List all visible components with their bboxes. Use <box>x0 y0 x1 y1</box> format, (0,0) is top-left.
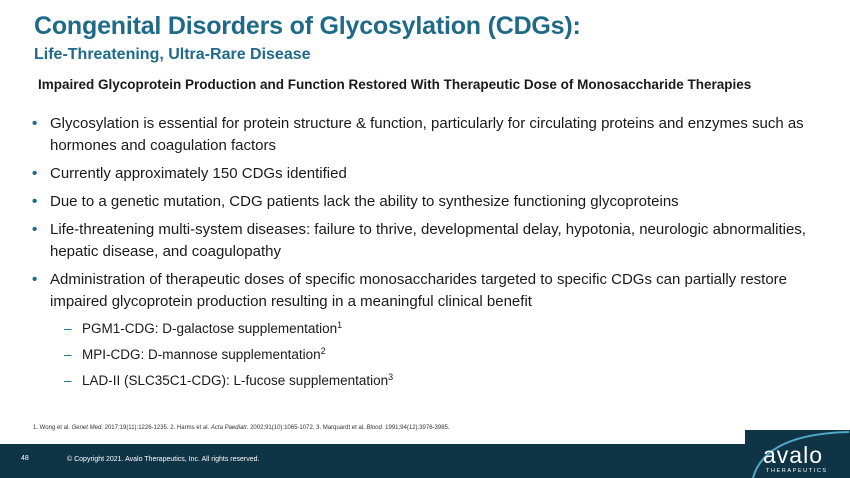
logo-tagline: THERAPEUTICS <box>766 468 828 474</box>
bullet-item <box>32 219 822 263</box>
logo-wordmark: avalo <box>763 442 823 468</box>
avalo-logo <box>745 430 850 478</box>
ref-1-journal: Genet Med. <box>71 425 103 431</box>
sub-bullet-list <box>64 321 393 399</box>
bullet-item <box>32 113 822 157</box>
sub-bullet-item <box>64 321 393 337</box>
bullet-item <box>32 163 822 185</box>
footnote-ref: 2 <box>320 346 326 356</box>
bullet-item <box>32 191 822 213</box>
bullet-list <box>32 113 822 319</box>
footnote-ref: 1 <box>337 320 343 330</box>
references <box>33 425 450 431</box>
sub-bullet-text: MPI-CDG: D-mannose supplementation <box>82 347 321 362</box>
page-number: 48 <box>21 455 29 462</box>
bullet-marker: • <box>32 115 38 132</box>
sub-bullet-item <box>64 347 393 363</box>
bullet-text: Due to a genetic mutation, CDG patients lack the ability to synthesize functioning glycoproteins <box>50 193 679 210</box>
sub-bullet-marker: – <box>64 347 72 362</box>
bullet-text: Currently approximately 150 CDGs identified <box>50 165 347 182</box>
bullet-marker: • <box>32 221 38 238</box>
ref-1-author: 1. Wong et al. <box>33 425 70 431</box>
bullet-text: Glycosylation is essential for protein structure & function, particularly for circulating proteins and enzymes such as hormones and coagulation factors <box>50 115 804 154</box>
sub-bullet-marker: – <box>64 373 72 388</box>
ref-3-cite: 1991;94(12):3976-3985. <box>385 425 450 431</box>
bullet-text: Administration of therapeutic doses of specific monosaccharides targeted to specific CDGs can partially restore impaired glycoprotein production resulting in a meaningful clinical benefit <box>50 271 788 310</box>
bullet-marker: • <box>32 193 38 210</box>
slide-subtitle: Life-Threatening, Ultra-Rare Disease <box>34 46 311 63</box>
bullet-marker: • <box>32 271 38 288</box>
ref-2-journal: Acta Paediatr. <box>210 425 249 431</box>
bullet-marker: • <box>32 165 38 182</box>
copyright-text: © Copyright 2021. Avalo Therapeutics, Inc. All rights reserved. <box>67 456 260 463</box>
ref-3-journal: Blood. <box>366 425 384 431</box>
footnote-ref: 3 <box>388 372 394 382</box>
slide-title: Congenital Disorders of Glycosylation (CDGs): <box>34 12 581 40</box>
bullet-item <box>32 269 822 313</box>
slide-tagline: Impaired Glycoprotein Production and Function Restored With Therapeutic Dose of Monosaccharide Therapies <box>38 77 752 92</box>
sub-bullet-marker: – <box>64 321 72 336</box>
ref-1-cite: 2017;19(11):1226-1235. 2. Harms et al. <box>104 425 210 431</box>
footer-bar <box>0 444 850 478</box>
sub-bullet-text: LAD-II (SLC35C1-CDG): L-fucose supplementation <box>82 373 389 388</box>
sub-bullet-text: PGM1-CDG: D-galactose supplementation <box>82 321 338 336</box>
ref-2-cite: 2002;91(10):1065-1072. 3. Marquardt et al. <box>250 425 365 431</box>
sub-bullet-item <box>64 373 393 389</box>
bullet-text: Life-threatening multi-system diseases: failure to thrive, developmental delay, hypotonia, neurologic abnormalities, hepatic disease, and coagulopathy <box>50 221 806 260</box>
